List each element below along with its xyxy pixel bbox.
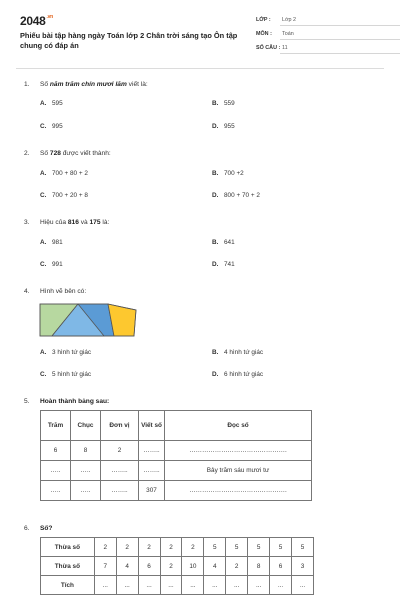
col-header: Trăm xyxy=(41,411,71,441)
logo-text: 2048 xyxy=(20,14,46,28)
table-cell: 5 xyxy=(204,538,226,557)
question-6 xyxy=(24,525,52,532)
q3-option-a[interactable] xyxy=(40,239,63,246)
meta-subject-value: Toán xyxy=(282,31,294,37)
table-cell: 2 xyxy=(226,557,248,576)
answer-cell[interactable]: …….. xyxy=(101,481,139,501)
col-header: Chục xyxy=(71,411,101,441)
question-2 xyxy=(24,150,111,157)
q1-post: viết là: xyxy=(126,81,148,88)
table-cell: 6 xyxy=(138,557,160,576)
meta-grade xyxy=(256,17,400,28)
q4-option-b[interactable] xyxy=(212,349,263,356)
option-text: 3 hình tứ giác xyxy=(52,349,92,356)
q5-text: Hoàn thành bảng sau: xyxy=(40,398,110,405)
question-number: 6. xyxy=(24,525,30,532)
question-number: 4. xyxy=(24,288,30,295)
table-cell: 4 xyxy=(116,557,138,576)
q3-option-d[interactable] xyxy=(212,261,235,268)
meta-grade-key: LỚP : xyxy=(256,17,271,23)
question-4 xyxy=(24,288,86,295)
meta-count-key: SỐ CÂU : xyxy=(256,45,281,51)
answer-cell[interactable]: ………………………………………. xyxy=(165,481,312,501)
option-text: 955 xyxy=(224,123,235,130)
option-letter: B. xyxy=(212,170,219,177)
question-1 xyxy=(24,81,148,88)
option-text: 595 xyxy=(52,100,63,107)
row-label: Tích xyxy=(41,576,95,595)
question-3 xyxy=(24,219,109,226)
answer-cell[interactable]: ... xyxy=(204,576,226,595)
table-cell: Bảy trăm sáu mươi tư xyxy=(165,461,312,481)
logo-sub: .vn xyxy=(46,14,53,20)
q6-text: Số? xyxy=(40,525,53,532)
option-letter: A. xyxy=(40,100,47,107)
option-letter: C. xyxy=(40,261,47,268)
table-row xyxy=(41,538,314,557)
option-text: 995 xyxy=(52,123,63,130)
q4-option-a[interactable] xyxy=(40,349,91,356)
table-cell: 2 xyxy=(94,538,116,557)
q2-post: được viết thành: xyxy=(60,150,111,157)
option-letter: C. xyxy=(40,192,47,199)
option-text: 981 xyxy=(52,239,63,246)
q3-mid: và xyxy=(78,219,90,226)
q1-bold: năm trăm chín mươi lăm xyxy=(49,81,127,88)
table-cell: 2 xyxy=(160,557,182,576)
table-cell: 5 xyxy=(291,538,313,557)
q1-option-b[interactable] xyxy=(212,100,235,107)
table-cell: 10 xyxy=(182,557,204,576)
meta-count xyxy=(256,45,400,56)
answer-cell[interactable]: …….. xyxy=(101,461,139,481)
table-row xyxy=(41,576,314,595)
option-text: 700 + 80 + 2 xyxy=(52,170,88,177)
option-letter: D. xyxy=(212,371,219,378)
q2-option-d[interactable] xyxy=(212,192,260,199)
answer-cell[interactable]: ….. xyxy=(41,481,71,501)
q3-pre: Hiệu của xyxy=(40,219,68,226)
q3-post: là: xyxy=(100,219,110,226)
table-cell: 4 xyxy=(204,557,226,576)
answer-cell[interactable]: …….. xyxy=(139,441,165,461)
q2-option-a[interactable] xyxy=(40,170,88,177)
option-letter: B. xyxy=(212,349,219,356)
table-cell: 5 xyxy=(226,538,248,557)
option-letter: D. xyxy=(212,123,219,130)
answer-cell[interactable]: ….. xyxy=(41,461,71,481)
answer-cell[interactable]: ... xyxy=(248,576,270,595)
q3-option-c[interactable] xyxy=(40,261,63,268)
answer-cell[interactable]: ….. xyxy=(71,481,101,501)
table-cell: 7 xyxy=(94,557,116,576)
option-text: 559 xyxy=(224,100,235,107)
meta-subject-key: MÔN : xyxy=(256,31,272,37)
option-letter: B. xyxy=(212,239,219,246)
col-header: Đọc số xyxy=(165,411,312,441)
option-text: 5 hình tứ giác xyxy=(52,371,92,378)
option-letter: D. xyxy=(212,261,219,268)
q1-pre: Số xyxy=(40,81,50,88)
table-cell: 2 xyxy=(116,538,138,557)
worksheet-title: Phiếu bài tập hàng ngày Toán lớp 2 Chân trời sáng tạo Ôn tập chung có đáp án xyxy=(20,31,238,50)
q4-option-c[interactable] xyxy=(40,371,91,378)
multiplication-table xyxy=(40,537,314,595)
answer-cell[interactable]: ... xyxy=(160,576,182,595)
q2-option-c[interactable] xyxy=(40,192,88,199)
site-logo[interactable] xyxy=(20,14,53,28)
table-cell: 6 xyxy=(270,557,292,576)
row-label: Thừa số xyxy=(41,557,95,576)
table-cell: 3 xyxy=(291,557,313,576)
q3-bold: 816 xyxy=(67,219,79,226)
answer-cell[interactable]: ... xyxy=(226,576,248,595)
row-label: Thừa số xyxy=(41,538,95,557)
answer-cell[interactable]: ….. xyxy=(71,461,101,481)
answer-cell[interactable]: ... xyxy=(182,576,204,595)
question-number: 5. xyxy=(24,398,30,405)
q2-bold: 728 xyxy=(49,150,61,157)
answer-cell[interactable]: ... xyxy=(291,576,313,595)
option-letter: C. xyxy=(40,371,47,378)
option-text: 741 xyxy=(224,261,235,268)
table-cell: 8 xyxy=(248,557,270,576)
table-cell: 2 xyxy=(101,441,139,461)
q4-option-d[interactable] xyxy=(212,371,263,378)
col-header: Viết số xyxy=(139,411,165,441)
meta-line xyxy=(280,53,400,54)
meta-grade-value: Lớp 2 xyxy=(282,17,297,23)
table-cell: 307 xyxy=(139,481,165,501)
meta-subject xyxy=(256,31,400,42)
answer-cell[interactable]: ... xyxy=(116,576,138,595)
option-text: 800 + 70 + 2 xyxy=(224,192,260,199)
place-value-table xyxy=(40,410,312,501)
table-cell: 6 xyxy=(41,441,71,461)
q1-option-a[interactable] xyxy=(40,100,63,107)
option-letter: C. xyxy=(40,123,47,130)
q2-pre: Số xyxy=(40,150,50,157)
q4-text: Hình vẽ bên có: xyxy=(40,288,87,295)
answer-cell[interactable]: ………………………………………. xyxy=(165,441,312,461)
question-number: 3. xyxy=(24,219,30,226)
col-header: Đơn vị xyxy=(101,411,139,441)
option-letter: B. xyxy=(212,100,219,107)
table-cell: 5 xyxy=(270,538,292,557)
option-text: 700 +2 xyxy=(224,170,244,177)
option-text: 700 + 20 + 8 xyxy=(52,192,88,199)
question-5 xyxy=(24,398,109,405)
option-letter: A. xyxy=(40,239,47,246)
table-row xyxy=(41,441,312,461)
answer-cell[interactable]: ... xyxy=(138,576,160,595)
q1-option-d[interactable] xyxy=(212,123,235,130)
worksheet-header xyxy=(20,14,382,64)
q1-option-c[interactable] xyxy=(40,123,63,130)
option-text: 6 hình tứ giác xyxy=(224,371,264,378)
option-letter: D. xyxy=(212,192,219,199)
q3-bold2: 175 xyxy=(89,219,101,226)
option-text: 641 xyxy=(224,239,235,246)
table-cell: 5 xyxy=(248,538,270,557)
q3-option-b[interactable] xyxy=(212,239,235,246)
question-number: 1. xyxy=(24,81,30,88)
option-letter: A. xyxy=(40,349,47,356)
table-cell: 2 xyxy=(182,538,204,557)
table-cell: 8 xyxy=(71,441,101,461)
meta-line xyxy=(280,25,400,26)
answer-cell[interactable]: ... xyxy=(270,576,292,595)
meta-count-value: 11 xyxy=(282,45,288,51)
option-text: 991 xyxy=(52,261,63,268)
q2-option-b[interactable] xyxy=(212,170,244,177)
table-row xyxy=(41,557,314,576)
table-row xyxy=(41,461,312,481)
table-cell: 2 xyxy=(160,538,182,557)
table-cell: 2 xyxy=(138,538,160,557)
answer-cell[interactable]: ... xyxy=(94,576,116,595)
meta-line xyxy=(280,39,400,40)
quadrilateral-figure xyxy=(38,296,138,340)
header-divider xyxy=(16,68,384,69)
table-header-row xyxy=(41,411,312,441)
option-text: 4 hình tứ giác xyxy=(224,349,264,356)
table-row xyxy=(41,481,312,501)
answer-cell[interactable]: …….. xyxy=(139,461,165,481)
option-letter: A. xyxy=(40,170,47,177)
question-number: 2. xyxy=(24,150,30,157)
